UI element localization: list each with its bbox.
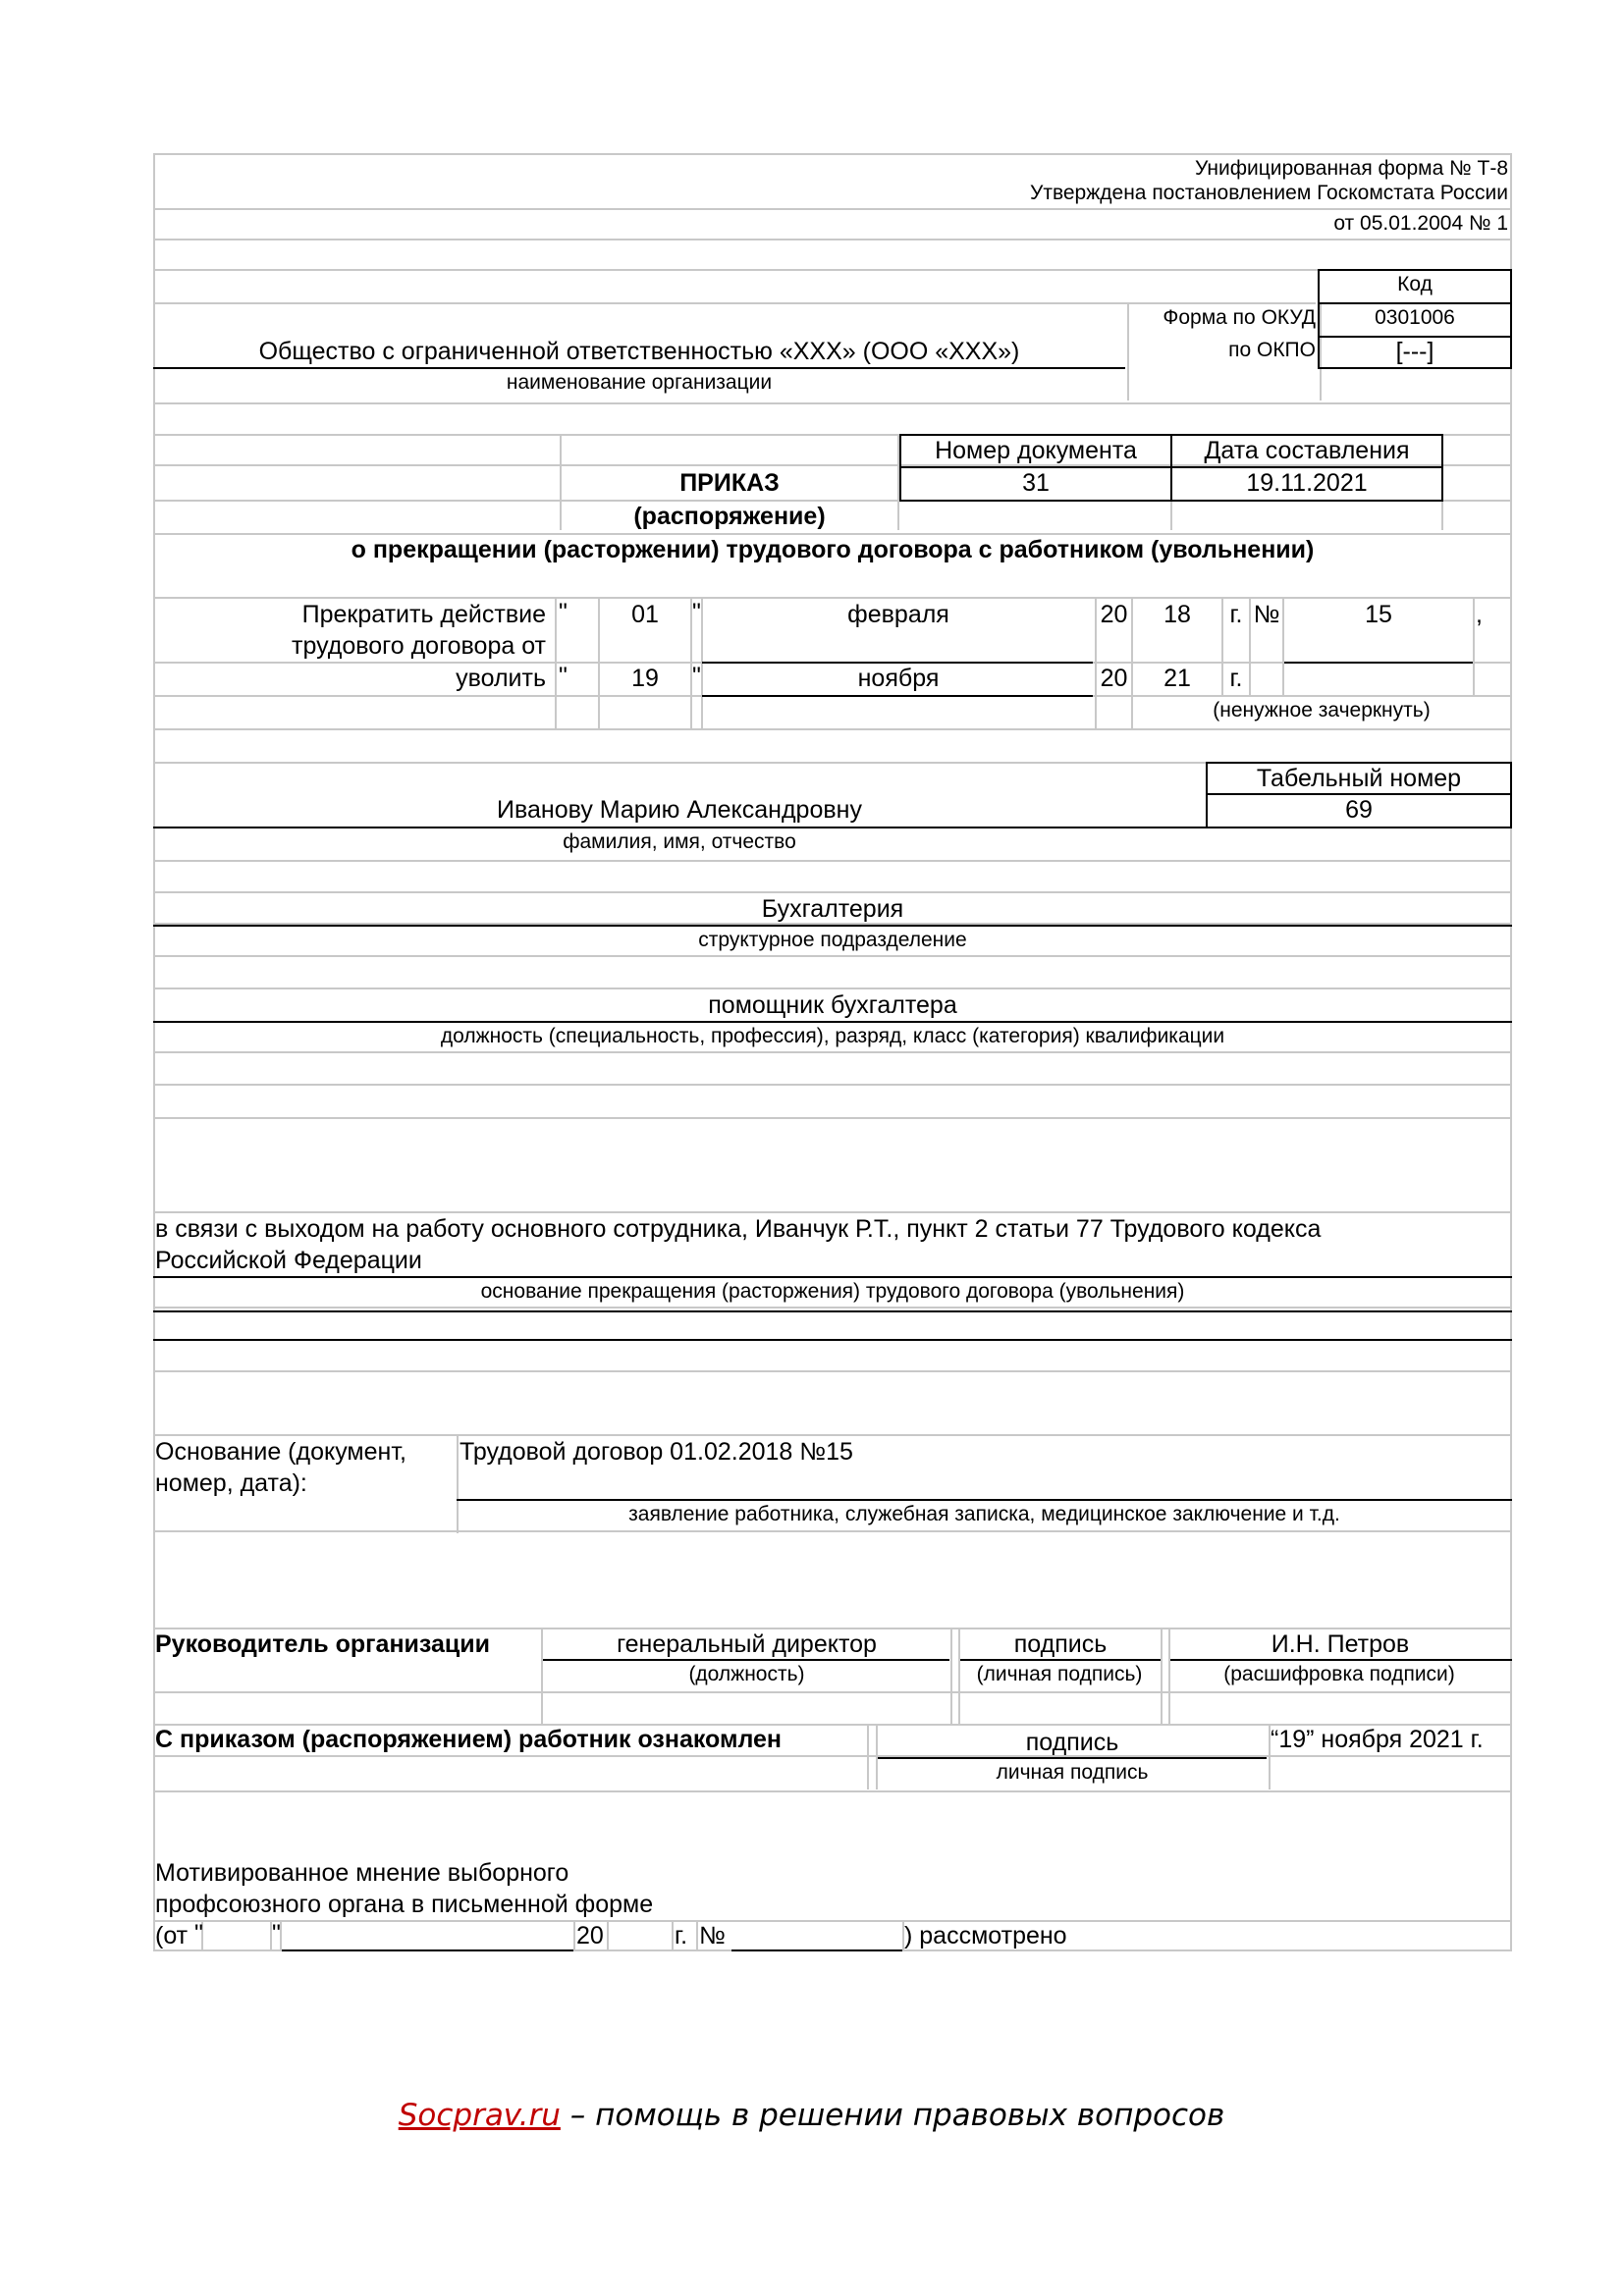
- terminate-month: февраля: [847, 601, 949, 628]
- basis-caption: заявление работника, служебная записка, медицинское заключение и т.д.: [628, 1503, 1340, 1525]
- terminate-year-prefix: 20: [1100, 601, 1128, 628]
- terminate-label-1: Прекратить действие: [301, 601, 546, 628]
- dismiss-year-g: г.: [1229, 665, 1243, 692]
- dismiss-day: 19: [631, 665, 659, 692]
- union-line-2: профсоюзного органа в письменной форме: [155, 1891, 654, 1918]
- head-position: генеральный директор: [617, 1630, 877, 1658]
- acquainted-date: “19” ноября 2021 г.: [1271, 1726, 1484, 1753]
- doc-date-label: Дата составления: [1204, 437, 1410, 464]
- union-from: (от: [155, 1922, 189, 1949]
- doc-title: ПРИКАЗ: [679, 469, 780, 497]
- head-label: Руководитель организации: [155, 1630, 491, 1658]
- doc-heading: о прекращении (расторжении) трудового договора с работником (увольнении): [351, 536, 1315, 563]
- okpo-label: по ОКПО: [1228, 339, 1316, 361]
- okud-label: Форма по ОКУД: [1163, 306, 1316, 329]
- terminate-quote-close: ": [692, 599, 701, 626]
- department: Бухгалтерия: [761, 895, 904, 923]
- acquainted-label: С приказом (распоряжением) работник ознакомлен: [155, 1726, 783, 1753]
- doc-number-label: Номер документа: [935, 437, 1137, 464]
- terminate-year-suffix: 18: [1163, 601, 1191, 628]
- terminate-year-g: г.: [1229, 601, 1243, 628]
- reason-caption: основание прекращения (расторжения) трудового договора (увольнения): [480, 1280, 1185, 1303]
- doc-date: 19.11.2021: [1246, 469, 1368, 497]
- terminate-contract-number: 15: [1365, 601, 1392, 628]
- employee-name: Иванову Марию Александровну: [497, 796, 862, 824]
- organization-caption: наименование организации: [506, 371, 773, 394]
- dismiss-month: ноября: [857, 665, 940, 692]
- head-position-caption: (должность): [688, 1663, 805, 1685]
- union-quote-close: ": [272, 1920, 281, 1948]
- head-name: И.Н. Петров: [1271, 1630, 1410, 1658]
- head-name-caption: (расшифровка подписи): [1223, 1663, 1455, 1685]
- tab-number-label: Табельный номер: [1256, 765, 1462, 792]
- acquainted-signature: подпись: [1025, 1729, 1119, 1756]
- head-signature: подпись: [1013, 1630, 1108, 1658]
- terminate-comma: ,: [1476, 601, 1483, 628]
- dismiss-year-suffix: 21: [1163, 665, 1191, 692]
- union-reviewed: ) рассмотрено: [904, 1922, 1067, 1949]
- reason-line-2: Российской Федерации: [155, 1247, 422, 1274]
- form-approval-date: от 05.01.2004 № 1: [1333, 212, 1508, 235]
- dismiss-quote-close: ": [692, 663, 701, 690]
- okud-value: 0301006: [1375, 306, 1455, 329]
- doc-number: 31: [1022, 469, 1050, 497]
- footer: [0, 2096, 1623, 2135]
- dismiss-note: (ненужное зачеркнуть): [1213, 699, 1431, 721]
- terminate-no-label: №: [1253, 601, 1280, 628]
- code-header: Код: [1397, 273, 1433, 295]
- form-approval: Утверждена постановлением Госкомстата России: [1029, 182, 1508, 204]
- union-year-prefix: 20: [576, 1922, 604, 1949]
- basis-label-2: номер, дата):: [155, 1469, 307, 1497]
- union-no-label: №: [699, 1922, 726, 1949]
- terminate-label-2: трудового договора от: [292, 632, 546, 660]
- union-quote-open: ": [194, 1920, 203, 1948]
- union-year-g: г.: [675, 1922, 688, 1949]
- organization-name: Общество с ограниченной ответственностью «XXX» (ООО «XXX»): [258, 338, 1020, 365]
- dismiss-year-prefix: 20: [1100, 665, 1128, 692]
- terminate-day: 01: [631, 601, 659, 628]
- tab-number: 69: [1345, 796, 1373, 824]
- head-signature-caption: (личная подпись): [976, 1663, 1143, 1685]
- position: помощник бухгалтера: [708, 991, 957, 1019]
- doc-subtitle: (распоряжение): [633, 503, 826, 530]
- okpo-value: [---]: [1395, 338, 1434, 365]
- acquainted-signature-caption: личная подпись: [996, 1761, 1149, 1784]
- basis-value: Трудовой договор 01.02.2018 №15: [460, 1438, 853, 1466]
- dismiss-label: уволить: [456, 665, 546, 692]
- form-number: Унифицированная форма № Т-8: [1195, 157, 1508, 180]
- dismiss-quote-open: ": [559, 663, 568, 690]
- position-caption: должность (специальность, профессия), разряд, класс (категория) квалификации: [440, 1025, 1225, 1047]
- footer-text: – помощь в решении правовых вопросов: [560, 2098, 1225, 2133]
- footer-site-link[interactable]: Socprav.ru: [398, 2098, 561, 2133]
- basis-label-1: Основание (документ,: [155, 1438, 406, 1466]
- reason-line-1: в связи с выходом на работу основного сотрудника, Иванчук Р.Т., пункт 2 статьи 77 Трудового кодекса: [155, 1215, 1322, 1243]
- department-caption: структурное подразделение: [698, 929, 967, 951]
- union-line-1: Мотивированное мнение выборного: [155, 1859, 569, 1887]
- employee-name-caption: фамилия, имя, отчество: [563, 830, 796, 853]
- terminate-quote-open: ": [559, 599, 568, 626]
